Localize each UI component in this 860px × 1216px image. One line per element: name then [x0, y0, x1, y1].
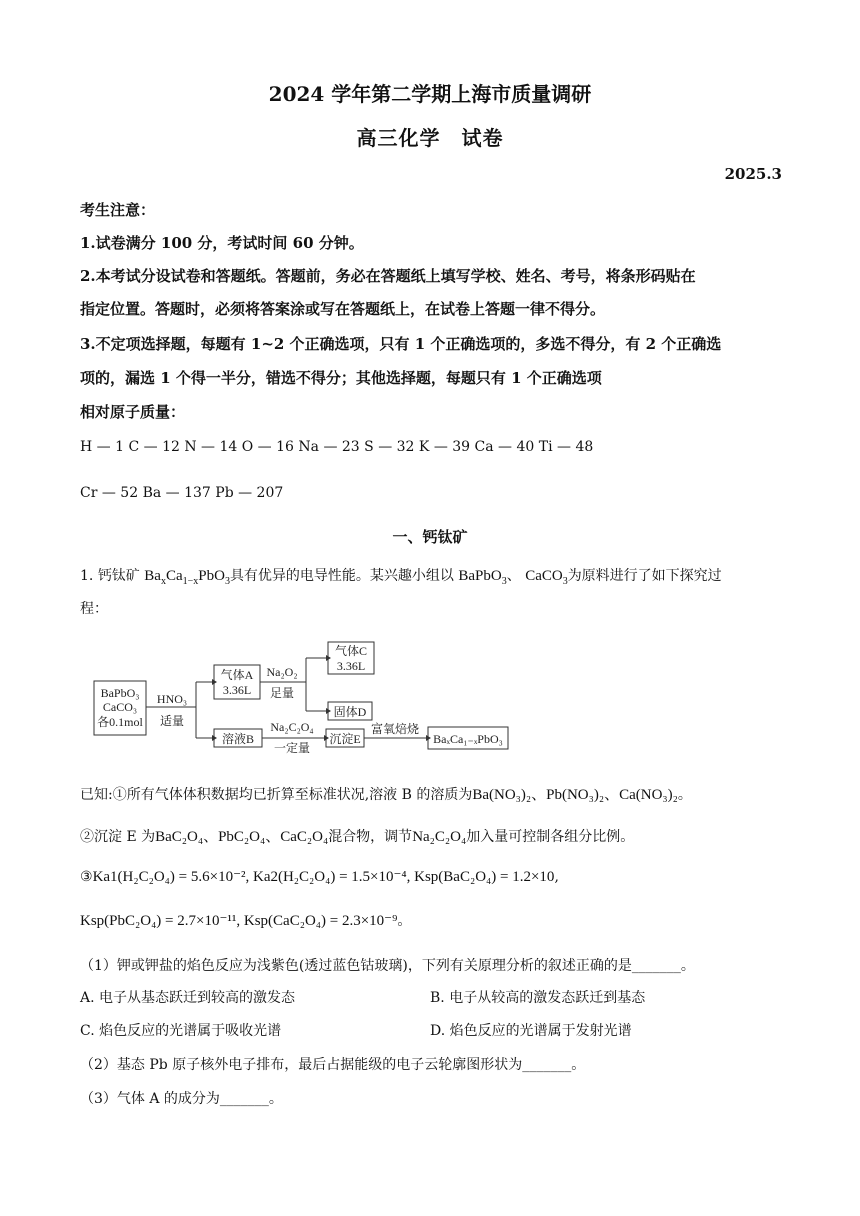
solid-d-label: 固体D [333, 705, 367, 719]
start-label-3: 各0.1mol [97, 715, 143, 729]
known-4-end: 。 [397, 913, 412, 929]
notice-heading: 考生注意： [80, 201, 156, 219]
na2o2-amount: 足量 [269, 686, 295, 700]
notice-item-3b: 项的，漏选 1 个得一半分，错选不得分；其他选择题，每题只有 1 个正确选项 [80, 369, 602, 387]
exam-title: 2024 学年第二学期上海市质量调研 [268, 82, 592, 106]
q1-text-1: 钙钛矿 [97, 568, 140, 584]
option-b[interactable]: B. 电子从较高的激发态跃迁到基态 [430, 990, 646, 1006]
na2c2o4-label: Na₂C₂O₄ [270, 720, 314, 734]
gas-c-label: 气体C [334, 644, 368, 658]
known-2-text-c: 加入量可控制各组分比例。 [466, 829, 635, 845]
question-number: 1. [80, 568, 94, 584]
question-1-stem [80, 565, 722, 587]
option-c[interactable]: C. 焰色反应的光谱属于吸收光谱 [80, 1023, 282, 1039]
known-1-formula: Ba(NO₃)₂、Pb(NO₃)₂、Ca(NO₃)₂ [472, 787, 678, 803]
known-1 [80, 783, 692, 804]
subquestion-1-stem: （1）钾或钾盐的焰色反应为浅紫色(透过蓝色钴玻璃)，下列有关原理分析的叙述正确的是_______。 [80, 958, 695, 974]
option-a[interactable]: A. 电子从基态跃迁到较高的激发态 [80, 990, 296, 1006]
known-1-end: 。 [677, 787, 692, 803]
gas-a-label: 气体A [220, 668, 254, 682]
na2o2-label: Na₂O₂ [266, 665, 298, 679]
known-2 [80, 825, 634, 846]
process-flow-diagram [92, 641, 522, 761]
q1-text-2: 具有优异的电导性能。某兴趣小组以 [229, 568, 454, 584]
precip-e-label: 沉淀E [329, 732, 361, 746]
option-d[interactable]: D. 焰色反应的光谱属于发射光谱 [430, 1023, 632, 1039]
notice-item-3a: 3.不定项选择题，每题有 1~2 个正确选项，只有 1 个正确选项的，多选不得分，有 2 个正确选 [80, 335, 722, 353]
atomic-mass-heading: 相对原子质量： [80, 403, 186, 421]
start-label-2: CaCO₃ [102, 700, 138, 714]
known-2-reagent: Na₂C₂O₄ [412, 829, 467, 845]
known-3-end: , [554, 869, 559, 885]
atomic-mass-line-1: H — 1 C — 12 N — 14 O — 16 Na — 23 S — 32 K — 39 Ca — 40 Ti — 48 [80, 439, 594, 455]
gas-c-volume: 3.36L [336, 659, 366, 673]
notice-item-2b: 指定位置。答题时，必须将答案涂或写在答题纸上，在试卷上答题一律不得分。 [80, 300, 606, 318]
notice-item-2a: 2.本考试分设试卷和答题纸。答题前，务必在答题纸上填写学校、姓名、考号，将条形码贴在 [80, 267, 696, 285]
product-label: BaₓCa₁₋ₓPbO₃ [433, 732, 503, 746]
known-2-text-b: 混合物，调节 [328, 829, 413, 845]
known-2-formula: BaC₂O₄、PbC₂O₄、CaC₂O₄ [155, 829, 329, 845]
known-1-text: 已知:①所有气体体积数据均已折算至标准状况,溶液 B 的溶质为 [80, 787, 473, 803]
hno3-amount: 适量 [159, 714, 185, 728]
na2c2o4-amount: 一定量 [273, 741, 311, 755]
q1-text-3: 、 [506, 568, 521, 584]
formula-perovskite: $Ba_xCa_{1-x}PbO_3$ [144, 568, 230, 587]
notice-item-1: 1.试卷满分 100 分，考试时间 60 分钟。 [80, 234, 364, 252]
hno3-label: HNO₃ [156, 692, 188, 706]
known-4-constants: Ksp(PbC₂O₄) = 2.7×10⁻¹¹, Ksp(CaC₂O₄) = 2.3×10⁻⁹ [80, 913, 398, 929]
known-3-constants: Ka1(H₂C₂O₄) = 5.6×10⁻², Ka2(H₂C₂O₄) = 1.5×10⁻⁴, Ksp(BaC₂O₄) = 1.2×10 [92, 869, 555, 885]
known-3 [80, 867, 559, 886]
solution-b-label: 溶液B [221, 732, 255, 746]
subquestion-3-stem: （3）气体 A 的成分为_______。 [80, 1091, 283, 1107]
known-3-mark: ③ [80, 869, 93, 885]
exam-date: 2025.3 [724, 165, 782, 183]
known-2-text-a: ②沉淀 E 为 [80, 829, 156, 845]
q1-text-5: 程： [80, 601, 108, 617]
gas-a-volume: 3.36L [222, 683, 252, 697]
start-label-1: BaPbO₃ [100, 686, 140, 700]
section-title: 一、钙钛矿 [392, 528, 468, 546]
exam-subtitle: 高三化学 试卷 [356, 126, 504, 150]
known-4 [80, 910, 411, 930]
formula-bapbo3: BaPbO$_3$ [458, 568, 507, 587]
q1-text-4: 为原料进行了如下探究过 [567, 568, 722, 584]
roast-label: 富氧焙烧 [370, 722, 420, 736]
formula-caco3: CaCO$_3$ [525, 568, 568, 587]
atomic-mass-line-2: Cr — 52 Ba — 137 Pb — 207 [80, 485, 284, 501]
subquestion-2-stem: （2）基态 Pb 原子核外电子排布，最后占据能级的电子云轮廓图形状为_______。 [80, 1057, 586, 1073]
